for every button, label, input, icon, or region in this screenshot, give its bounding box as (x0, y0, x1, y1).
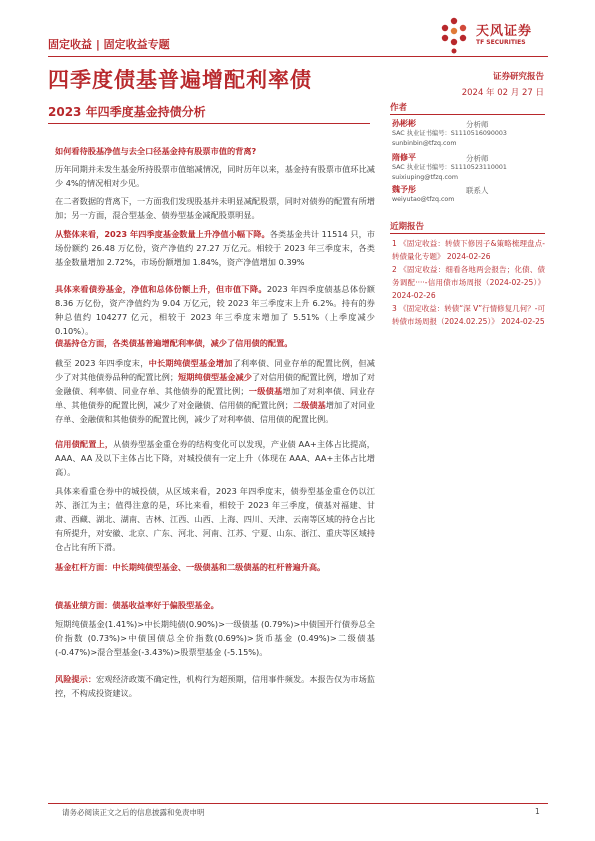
logo-text-en: TF SECURITIES (476, 39, 526, 46)
authors-divider (390, 114, 545, 115)
author-cert: SAC 执业证书编号：S1110523110001 (392, 164, 507, 171)
paragraph-11: 短期纯债基金(1.41%)>中长期纯债(0.90%)>一级债基 (0.79%)>中债国开行债券总全价指数 (0.73%)>中债国债总全价指数(0.69%)>货币基金 (0.49%)>二级债基(-0.47%)>混合型基金(-3.43%)>股票型基金 (-5.15%)。 (55, 619, 375, 657)
footer-disclaimer: 请务必阅读正文之后的信息披露和免责申明 (62, 808, 205, 817)
paragraph-6 (55, 356, 375, 426)
question-heading: 如何看待股基净值与去全口径基金持有股票市值的背离? (55, 146, 257, 156)
p6-bold-4: 二级债基 (292, 400, 326, 410)
risk-warning (55, 672, 375, 700)
recent-reports-divider (390, 233, 545, 234)
p6-text-c: 了利率债、同业存单的配置比例，但减少了对其他债券品种的配置比例； (55, 358, 375, 382)
logo-text: 天风证券 (476, 24, 533, 39)
logo-mark-icon (436, 16, 472, 54)
paragraph-7-text: 从债券型基金重仓券的结构变化可以发现，产业债 AA+主体占比提高，AAA、AA 及以下主体占比下降，对城投债有一定上升（体现在 AAA、AA+主体占比增高）。 (55, 439, 375, 477)
recent-report-item[interactable]: 2 《固定收益：细看各地两会报告；化债、债务调配····-信用债市场周报（2024-02-25）》 2024-02-26 (392, 265, 545, 300)
paragraph-1: 历年同期并未发生基金所持股票市值缩减情况，同时历年以来，基金持有股票市值环比减少 4%的情况相对少见。 (55, 164, 375, 188)
paragraph-3 (55, 227, 375, 269)
page-title: 四季度债基普遍增配利率债 (48, 68, 312, 92)
p6-text-d: 了对信用债的配置比例，增加了对金融债、利率债、同业存单、其他债券的配置比例； (55, 372, 375, 396)
subtitle-divider (48, 123, 370, 124)
authors-heading: 作者 (390, 103, 408, 113)
p6-bold-1: 中长期纯债型基金增加 (148, 358, 233, 368)
p6-text-a: 截至 2023 年四季度末， (55, 358, 149, 368)
paragraph-8: 具体来看重仓券中的城投债，从区域来看，2023 年四季度末，债券型基金重仓仍以江苏、浙江为主；值得注意的是，环比来看，相较于 2023 年三季度，债基对福建、甘肃、西藏、湖北、湖南、吉林、江西、山西、上海、四川、天津、云南等区域的持仓占比有所提升，对安徽、北京、广东、河北、河南、江苏、宁夏、山东、浙江、重庆等区域持仓占比有所下滑。 (55, 486, 375, 552)
page-subtitle: 2023 年四季度基金持债分析 (48, 105, 206, 119)
author-role: 分析师 (466, 154, 489, 163)
author-email[interactable]: suixiuping@tfzq.com (392, 174, 458, 181)
risk-warning-text: 宏观经济政策不确定性，机构行为超预期，信用事件频发。本报告仅为市场监控，不构成投资建议。 (55, 674, 375, 698)
author-cert: SAC 执业证书编号：S1110516090003 (392, 130, 507, 137)
page-number: 1 (535, 807, 540, 816)
author-name: 隋修平 (392, 153, 416, 162)
paragraph-2: 在二者数据的背离下，一方面我们发现股基并未明显减配股票，同时对债券的配置有所增加；另一方面，混合型基金、债券型基金减配股票明显。 (55, 196, 375, 220)
header-divider (48, 56, 548, 57)
report-category: 固定收益 | 固定收益专题 (48, 38, 170, 51)
company-logo (436, 16, 546, 56)
paragraph-4 (55, 282, 375, 338)
paragraph-7-lead: 信用债配置上， (55, 439, 114, 449)
paragraph-7 (55, 437, 375, 479)
footer-divider (48, 803, 548, 804)
author-role: 分析师 (466, 120, 489, 129)
p6-bold-2: 短期纯债型基金减少 (178, 372, 252, 382)
paragraph-3-lead: 从整体来看，2023 年四季度基金数量上升净值小幅下降。 (55, 229, 270, 239)
author-name: 孙彬彬 (392, 119, 416, 128)
paragraph-9: 基金杠杆方面：中长期纯债型基金、一级债基和二级债基的杠杆普遍升高。 (55, 562, 326, 572)
p6-text-f: 增加了对同业存单、金融债和其他债券的配置比例，减少了对利率债、信用债的配置比例。 (55, 400, 375, 424)
paragraph-4-text: 2023 年四季度债基总体份额 8.36 万亿份，资产净值约为 9.04 万亿元，较 2023 年三季度末上升 6.2%。持有的券种总值约 104277 亿元，相较于 2023 年三季度末增加了 5.51%（上季度减少 0.10%）。 (55, 284, 375, 336)
p6-bold-3: 一级债基 (248, 386, 283, 396)
report-type: 证券研究报告 (492, 72, 544, 82)
p6-text-e: 增加了对利率债、同业存单、其他债券的配置比例，减少了对金融债、信用债的配置比例； (55, 386, 375, 410)
paragraph-5-lead: 债基持仓方面，各类债基普遍增配利率债，减少了信用债的配置。 (55, 338, 293, 348)
recent-reports-heading: 近期报告 (390, 222, 425, 232)
author-role: 联系人 (466, 186, 489, 195)
report-date: 2024 年 02 月 27 日 (461, 88, 544, 98)
risk-warning-lead: 风险提示： (55, 674, 97, 684)
author-email[interactable]: sunbinbin@tfzq.com (392, 140, 457, 147)
paragraph-10: 债基业绩方面：债基收益率好于偏股型基金。 (55, 600, 219, 610)
paragraph-5 (55, 336, 375, 350)
paragraph-3-text: 各类基金共计 11514 只，市场份额约 26.48 万亿份，资产净值约 27.27 万亿元。相较于 2023 年三季度末，各类基金数量增加 2.72%，市场份额增加 1.84%，资产净值增加 0.39% (55, 229, 375, 267)
paragraph-4-lead: 具体来看债券基金，净值和总体份额上升，但市值下降。 (55, 284, 267, 294)
author-name: 魏予彤 (392, 185, 416, 194)
recent-report-item[interactable]: 3 《固定收益：转债“深 V”行情修复几何？-可转债市场周报（2024.02.25）》 2024-02-25 (392, 304, 545, 326)
recent-report-item[interactable]: 1 《固定收益：转债下修因子&策略梳理盘点-转债量化专题》 2024-02-26 (392, 239, 545, 261)
author-email[interactable]: weiyutao@tfzq.com (392, 196, 455, 203)
